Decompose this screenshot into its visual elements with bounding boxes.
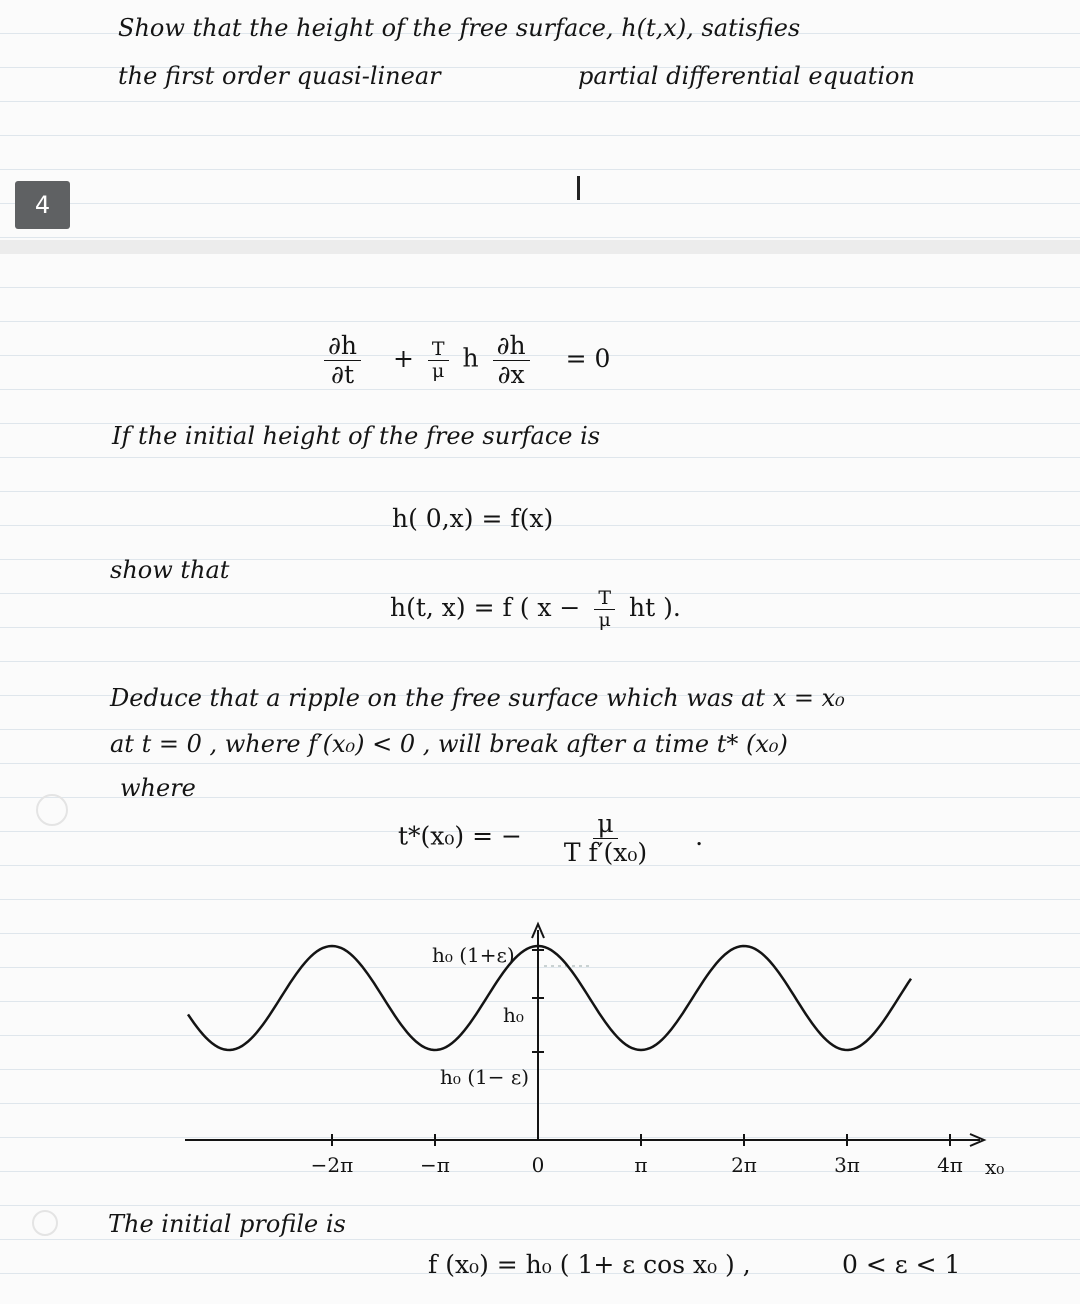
dh-dt-fraction: $\frac{\partial h}{\partial t}$ (324, 332, 361, 388)
x-tick-label: 2π (731, 1153, 757, 1177)
intro-line-2b: partial differential equation (578, 62, 915, 90)
bottom-page-panel (0, 254, 1080, 1304)
initial-profile-sentence: The initial profile is (108, 1210, 346, 1238)
page-number-badge[interactable]: 4 (15, 181, 70, 229)
pde-equation: $\frac{\partial h}{\partial t}$ + $\frac{T}{\mu}$ h $\frac{\partial h}{\partial x}$ = 0 (318, 332, 610, 388)
x-axis-label: x₀ (985, 1155, 1005, 1179)
label-h0-one-minus-eps: h₀ (1− ε) (440, 1065, 530, 1089)
x-tick-label: 3π (834, 1153, 860, 1177)
profile-formula: f (x₀) = h₀ ( 1+ ε cos x₀ ) , (428, 1250, 751, 1279)
x-tick-label: π (634, 1153, 648, 1177)
page-divider (0, 240, 1080, 254)
deduce-line-1: Deduce that a ripple on the free surface which was at x = x₀ (110, 684, 845, 712)
label-h0-one-plus-eps: h₀ (1+ε) (432, 943, 515, 967)
solution-equation: h(t, x) = f ( x − $\frac{T}{\mu}$ ht ). (390, 587, 681, 631)
dh-dx-fraction: $\frac{\partial h}{\partial x}$ (493, 332, 530, 388)
text-cursor (577, 176, 580, 200)
deduce-line-3: where (120, 774, 196, 802)
deduce-line-2: at t = 0 , where f′(x₀) < 0 , will break after a time t* (x₀) (110, 730, 788, 758)
breaking-time-fraction: $\frac{\mu}{\text{T f′(x₀)}}$ (563, 809, 648, 867)
solution-t-over-mu: $\frac{T}{\mu}$ (594, 588, 615, 631)
x-tick-label: −2π (310, 1153, 354, 1177)
t-over-mu-fraction: $\frac{T}{\mu}$ (428, 339, 449, 382)
top-page-panel (0, 0, 1080, 240)
show-that-label: show that (110, 556, 230, 584)
epsilon-range: 0 < ε < 1 (842, 1250, 961, 1279)
intro-line-1: Show that the height of the free surface, h(t,x), satisfies (118, 14, 801, 42)
intro-line-2a: the first order quasi-linear (118, 62, 441, 90)
initial-height-sentence: If the initial height of the free surface is (112, 422, 601, 450)
x-tick-label: 4π (937, 1153, 963, 1177)
breaking-time-equation: t*(x₀) = − $\frac{\mu}{\text{T f′(x₀)}}$ . (398, 809, 704, 867)
x-tick-label: 0 (531, 1153, 545, 1177)
x-tick-label: −π (420, 1153, 450, 1177)
label-h0: h₀ (503, 1003, 524, 1027)
cosine-wave-curve (188, 946, 911, 1050)
initial-profile-graph (0, 254, 1080, 1304)
margin-ring-2 (32, 1210, 58, 1236)
initial-condition: h( 0,x) = f(x) (392, 504, 554, 533)
margin-ring-1 (36, 794, 68, 826)
